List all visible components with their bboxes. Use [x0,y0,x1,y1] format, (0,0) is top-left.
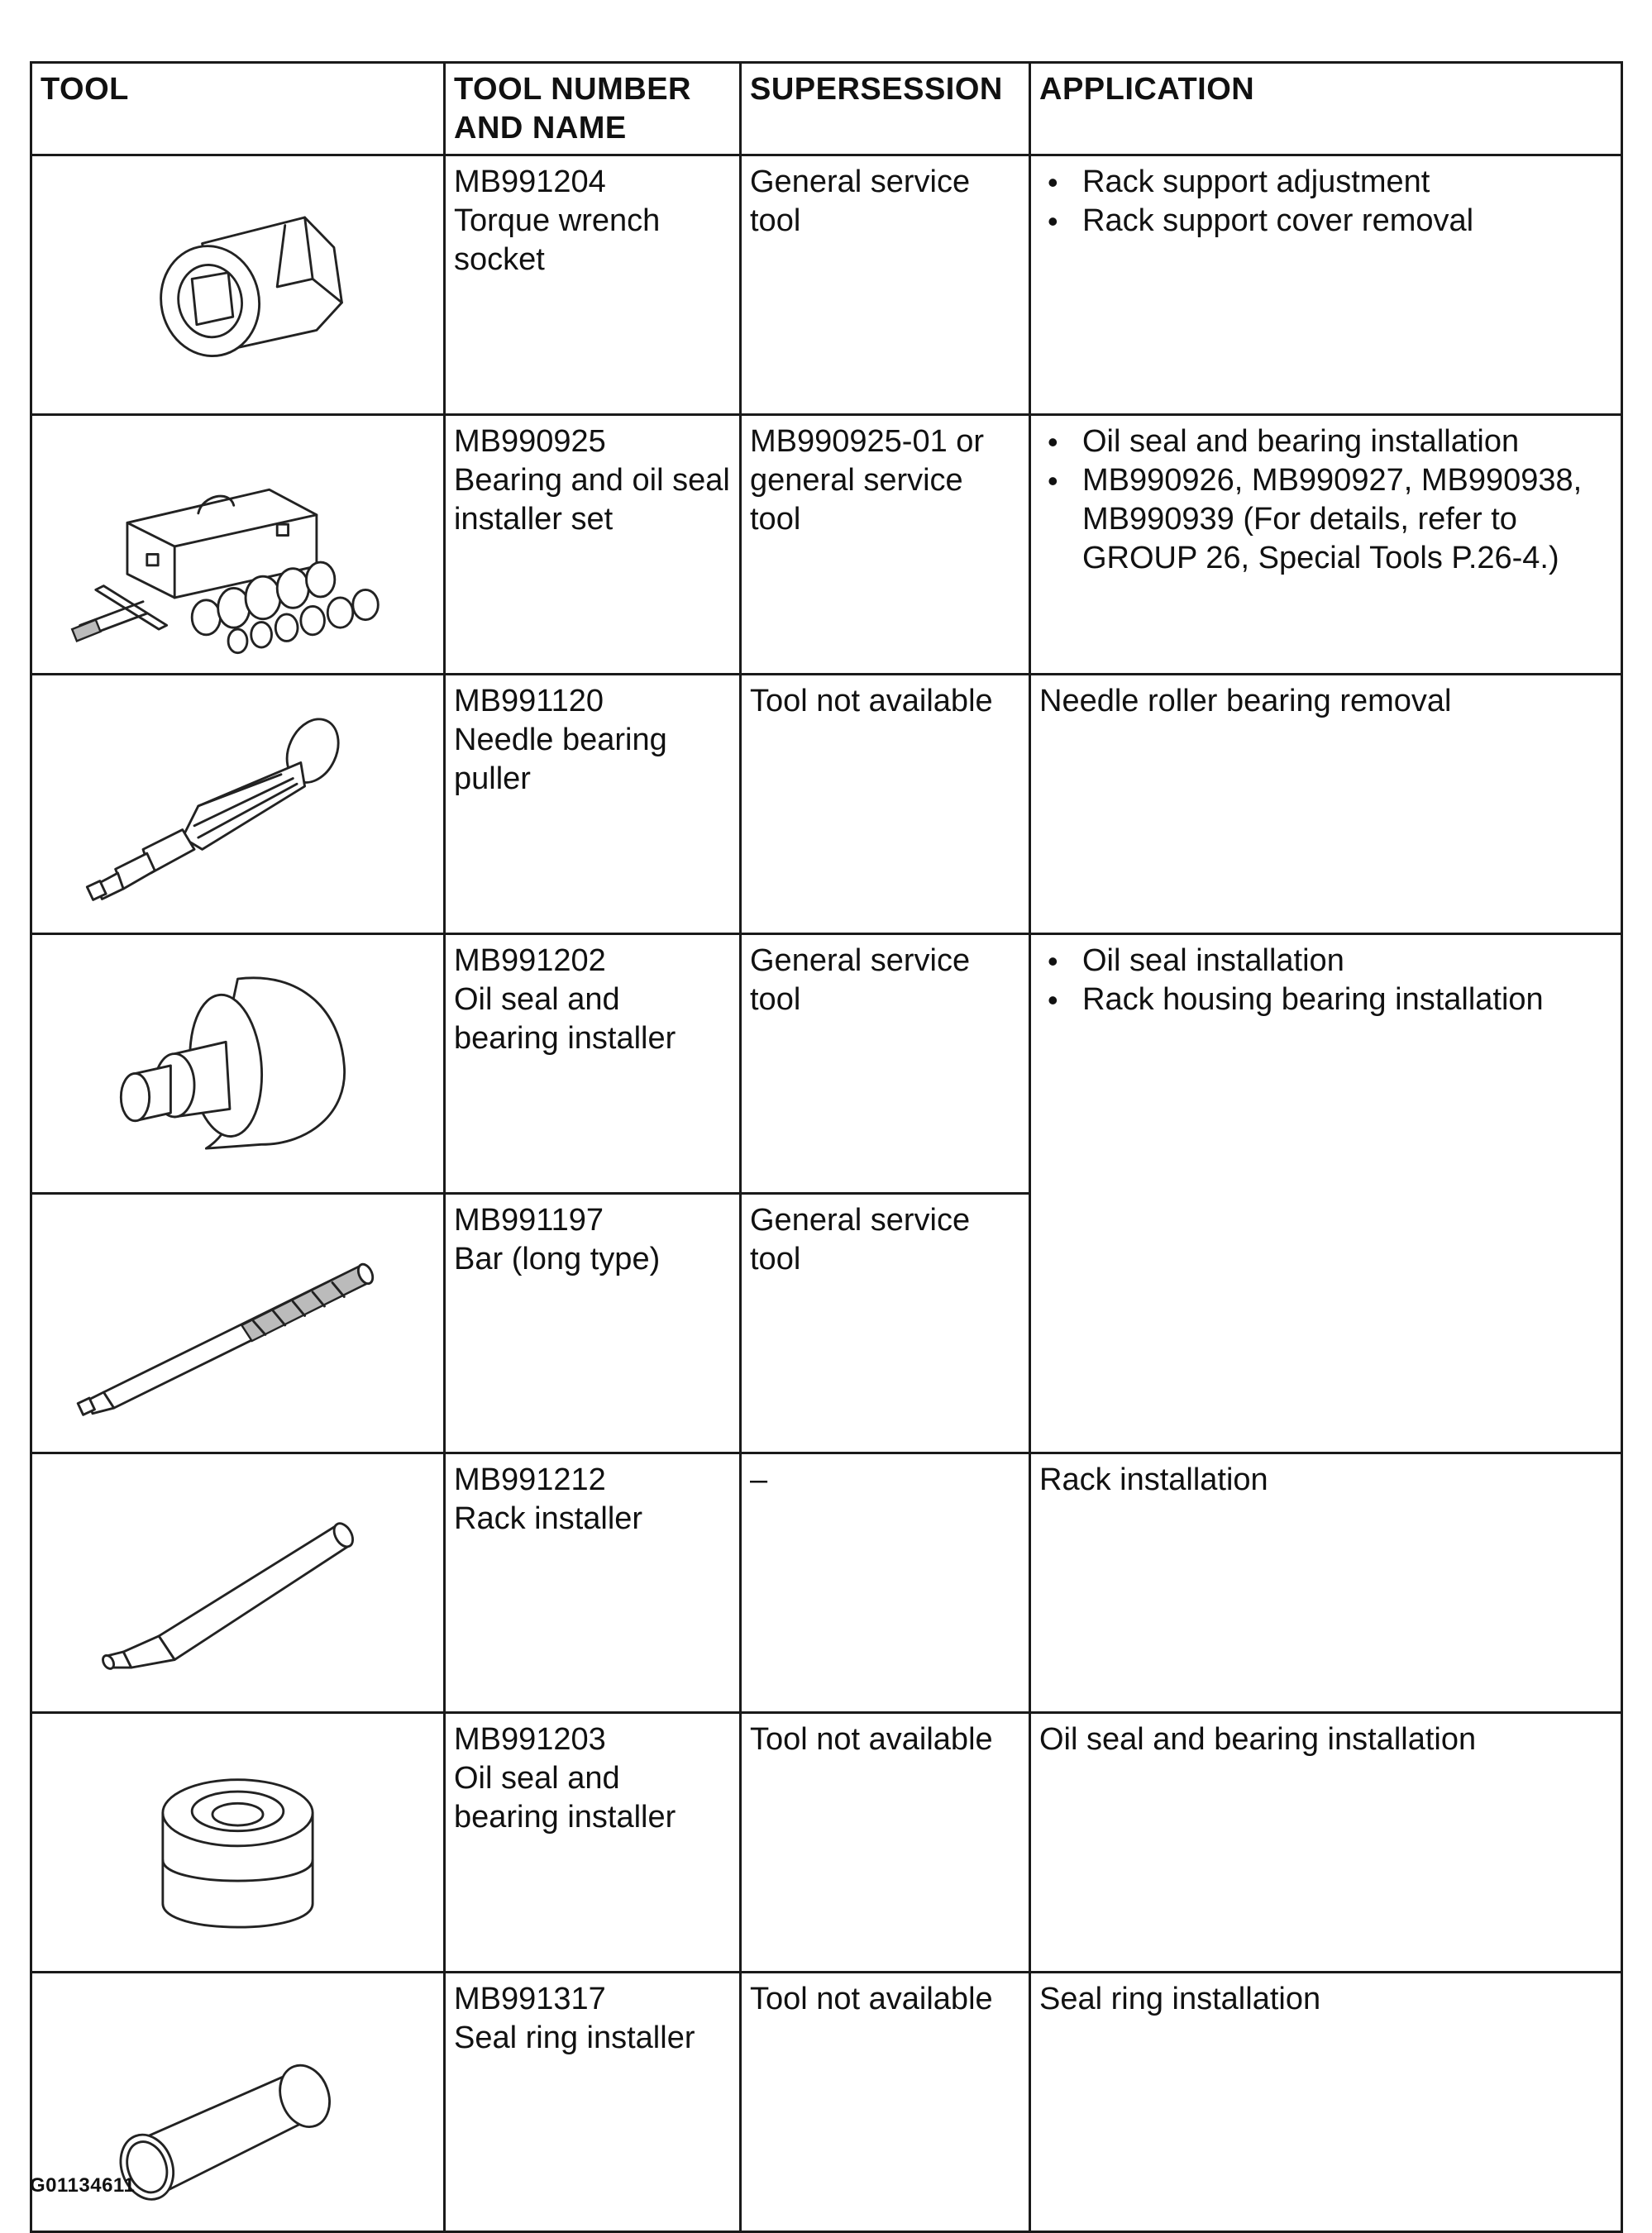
header-tool-number-name: TOOL NUMBER AND NAME [445,63,741,155]
special-tools-sheet [30,61,1621,2233]
supersession-cell: General service tool [741,155,1030,415]
tool-illustration-cell [31,1194,445,1453]
supersession-cell: General service tool [741,934,1030,1194]
table-row [31,155,1622,415]
table-row [31,415,1622,675]
tool-number-name-cell [445,1194,741,1453]
application-item: • MB990926, MB990927, MB990938, MB990939 (For details, refer to GROUP 26, Special Tools P.26-4.) [1039,461,1612,578]
tool-number: MB991120 [454,684,604,718]
tool-illustration-cell [31,155,445,415]
application-cell [1030,934,1622,1453]
table-row [31,675,1622,934]
tool-number-name-cell [445,155,741,415]
tool-name: Oil seal and bearing installer [454,982,676,1056]
table-row [31,934,1622,1194]
table-row [31,1453,1622,1713]
table-header-row [31,63,1622,155]
bearing-installer-ring-icon [41,1720,435,1966]
supersession-cell: Tool not available [741,1713,1030,1973]
long-bar-icon [41,1201,435,1447]
application-cell: Seal ring installation [1030,1973,1622,2232]
tool-illustration-cell [31,415,445,675]
application-item: • Rack support cover removal [1039,202,1612,241]
tool-number-name-cell [445,675,741,934]
table-row [31,1713,1622,1973]
tool-name: Needle bearing puller [454,723,667,796]
tool-name: Bar (long type) [454,1242,661,1276]
tool-number: MB991202 [454,943,606,978]
tool-number: MB991204 [454,165,606,199]
tool-name: Torque wrench socket [454,203,661,277]
application-cell [1030,415,1622,675]
tool-number: MB990925 [454,424,606,459]
tool-number-name-cell [445,415,741,675]
application-cell: Rack installation [1030,1453,1622,1713]
tool-number-name-cell [445,934,741,1194]
tool-name: Seal ring installer [454,2021,695,2055]
table-row [31,1973,1622,2232]
application-cell: Oil seal and bearing installation [1030,1713,1622,1973]
tool-name: Oil seal and bearing installer [454,1761,676,1835]
application-item: • Rack support adjustment [1039,163,1612,202]
header-application: APPLICATION [1030,63,1622,155]
tool-number-name-cell [445,1713,741,1973]
application-list [1039,942,1612,1019]
application-list [1039,163,1612,241]
application-list [1039,422,1612,578]
tool-number: MB991212 [454,1462,606,1497]
header-supersession: SUPERSESSION [741,63,1030,155]
torque-wrench-socket-icon [41,163,435,408]
special-tools-table [30,61,1623,2233]
tool-name: Rack installer [454,1501,643,1536]
tool-illustration-cell [31,675,445,934]
supersession-cell: Tool not available [741,675,1030,934]
application-item: • Oil seal installation [1039,942,1612,981]
application-item: • Rack housing bearing installation [1039,981,1612,1019]
tool-illustration-cell [31,1713,445,1973]
supersession-cell: MB990925-01 or general service tool [741,415,1030,675]
tool-number-name-cell [445,1973,741,2232]
tool-number: MB991317 [454,1982,606,2016]
tool-illustration-cell [31,1453,445,1713]
application-cell: Needle roller bearing removal [1030,675,1622,934]
supersession-cell: – [741,1453,1030,1713]
needle-bearing-puller-icon [41,682,435,928]
application-item: • Oil seal and bearing installation [1039,422,1612,461]
tool-illustration-cell [31,934,445,1194]
supersession-cell: Tool not available [741,1973,1030,2232]
figure-id: G01134611 [30,2174,136,2197]
header-tool: TOOL [31,63,445,155]
rack-installer-icon [41,1461,435,1706]
tool-number-name-cell [445,1453,741,1713]
application-cell [1030,155,1622,415]
tool-name: Bearing and oil seal installer set [454,463,730,537]
tool-number: MB991203 [454,1722,606,1757]
installer-set-icon [41,422,435,668]
oil-seal-installer-icon [41,942,435,1187]
tool-number: MB991197 [454,1203,604,1238]
supersession-cell: General service tool [741,1194,1030,1453]
